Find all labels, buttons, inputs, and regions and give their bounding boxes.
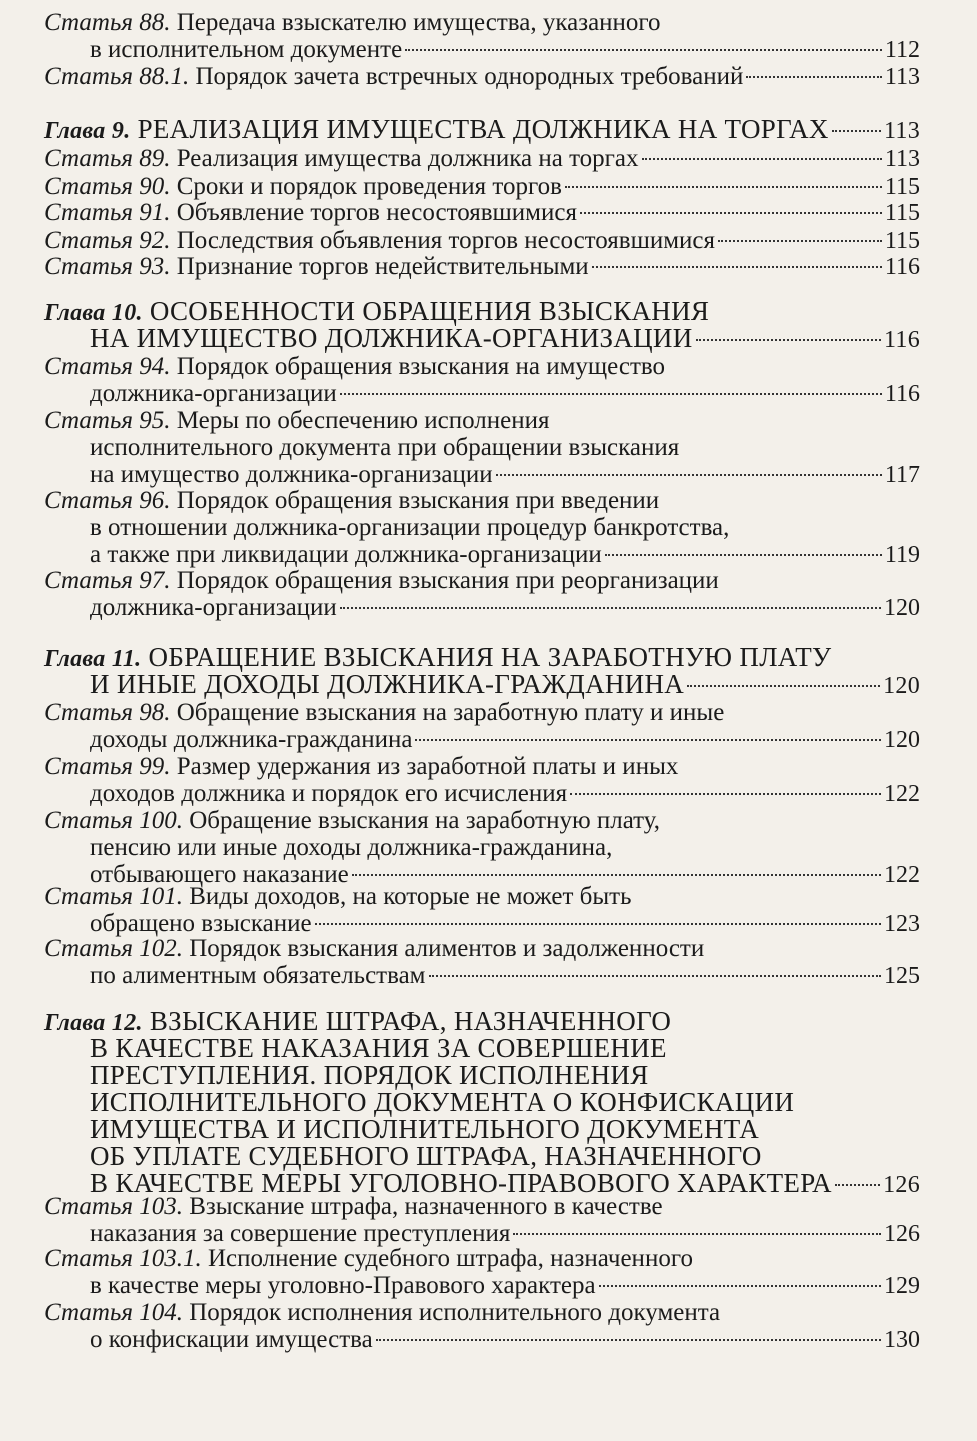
article-title: а также при ликвидации должника-организации bbox=[90, 541, 602, 568]
page-number: 117 bbox=[884, 462, 920, 488]
dot-leader bbox=[835, 1184, 880, 1186]
toc-chapter-entry-line bbox=[90, 669, 920, 701]
dot-leader bbox=[565, 186, 882, 188]
article-title: в исполнительном документе bbox=[90, 36, 403, 63]
dot-leader bbox=[592, 266, 882, 268]
page-number: 119 bbox=[884, 542, 920, 568]
toc-article-entry-line bbox=[44, 752, 920, 782]
page-number: 122 bbox=[884, 781, 920, 807]
chapter-title: РЕАЛИЗАЦИЯ ИМУЩЕСТВА ДОЛЖНИКА НА ТОРГАХ bbox=[137, 114, 829, 144]
toc-article-entry-line bbox=[90, 593, 920, 623]
page-number: 120 bbox=[884, 595, 920, 621]
dot-leader bbox=[415, 739, 881, 741]
page-number: 116 bbox=[883, 327, 920, 353]
article-title: наказания за совершение преступления bbox=[90, 1220, 511, 1247]
chapter-number: Глава 9. bbox=[44, 118, 131, 144]
dot-leader bbox=[376, 1339, 881, 1341]
article-number: Статья 96. bbox=[44, 487, 171, 514]
article-number: Статья 94. bbox=[44, 353, 171, 380]
toc-chapter-entry-line bbox=[90, 1087, 920, 1117]
dot-leader bbox=[746, 76, 882, 78]
toc-article-entry-line bbox=[44, 1244, 920, 1274]
article-number: Статья 103.1. bbox=[44, 1245, 202, 1272]
article-number: Статья 102. bbox=[44, 935, 183, 962]
dot-leader bbox=[696, 339, 881, 341]
page-number: 120 bbox=[883, 673, 920, 699]
chapter-title: ОБ УПЛАТЕ СУДЕБНОГО ШТРАФА, НАЗНАЧЕННОГО bbox=[90, 1141, 762, 1171]
toc-article-entry-line bbox=[44, 1298, 920, 1328]
article-number: Статья 98. bbox=[44, 699, 171, 726]
chapter-title: ИСПОЛНИТЕЛЬНОГО ДОКУМЕНТА О КОНФИСКАЦИИ bbox=[90, 1087, 795, 1117]
page-number: 112 bbox=[884, 37, 920, 63]
article-title: доходов должника и порядок его исчисления bbox=[90, 780, 568, 807]
page-number: 126 bbox=[884, 1221, 920, 1247]
dot-leader bbox=[405, 49, 882, 51]
page-number: 113 bbox=[884, 64, 920, 90]
page-number: 113 bbox=[883, 118, 920, 144]
dot-leader bbox=[832, 130, 881, 132]
page-number: 125 bbox=[884, 963, 920, 989]
article-number: Статья 89. bbox=[44, 145, 171, 172]
article-title: Порядок обращения взыскания при введении bbox=[176, 487, 660, 514]
toc-chapter-entry-line bbox=[90, 1060, 920, 1090]
chapter-title: В КАЧЕСТВЕ НАКАЗАНИЯ ЗА СОВЕРШЕНИЕ bbox=[90, 1033, 667, 1063]
article-title: Обращение взыскания на заработную плату, bbox=[189, 807, 661, 834]
dot-leader bbox=[429, 975, 882, 977]
article-title: должника-организации bbox=[90, 380, 337, 407]
toc-article-entry-line bbox=[90, 779, 920, 809]
toc-article-entry-line bbox=[90, 433, 920, 463]
toc-article-entry-line bbox=[44, 806, 920, 836]
article-number: Статья 92. bbox=[44, 227, 171, 254]
toc-article-entry-line bbox=[90, 1271, 920, 1301]
article-number: Статья 99. bbox=[44, 753, 171, 780]
dot-leader bbox=[570, 793, 881, 795]
toc-article-entry-line bbox=[44, 406, 920, 436]
chapter-title: ОСОБЕННОСТИ ОБРАЩЕНИЯ ВЗЫСКАНИЯ bbox=[149, 296, 710, 326]
article-title: Взыскание штрафа, назначенного в качестве bbox=[189, 1193, 663, 1220]
page-number: 115 bbox=[884, 174, 920, 200]
page-number: 113 bbox=[884, 146, 920, 172]
article-number: Статья 95. bbox=[44, 407, 171, 434]
toc-article-entry-line bbox=[90, 833, 920, 863]
toc-article-entry-line bbox=[44, 566, 920, 596]
article-title: по алиментным обязательствам bbox=[90, 962, 426, 989]
page-number: 115 bbox=[884, 228, 920, 254]
article-title: Порядок обращения взыскания при реорганизации bbox=[176, 567, 719, 594]
article-number: Статья 91. bbox=[44, 199, 171, 226]
dot-leader bbox=[687, 685, 880, 687]
toc-article-entry-line bbox=[44, 698, 920, 728]
toc-chapter-entry-line bbox=[44, 114, 920, 146]
page-number: 116 bbox=[884, 254, 920, 280]
toc-article-entry-line bbox=[90, 513, 920, 543]
toc-article-entry-line bbox=[44, 486, 920, 516]
article-title: отбывающего наказание bbox=[90, 861, 349, 888]
article-title: доходы должника-гражданина bbox=[90, 726, 413, 753]
article-number: Статья 90. bbox=[44, 173, 171, 200]
dot-leader bbox=[315, 923, 881, 925]
page-number: 129 bbox=[884, 1273, 920, 1299]
dot-leader bbox=[496, 474, 882, 476]
toc-article-entry-line bbox=[44, 934, 920, 964]
chapter-title: В КАЧЕСТВЕ МЕРЫ УГОЛОВНО-ПРАВОВОГО ХАРАКТЕРА bbox=[90, 1168, 832, 1198]
dot-leader bbox=[599, 1285, 881, 1287]
toc-article-entry-line bbox=[44, 352, 920, 382]
chapter-number: Глава 11. bbox=[44, 646, 142, 672]
dot-leader bbox=[340, 607, 881, 609]
page-number: 120 bbox=[884, 727, 920, 753]
article-number: Статья 93. bbox=[44, 253, 171, 280]
toc-article-entry-line bbox=[90, 379, 920, 409]
chapter-title: НА ИМУЩЕСТВО ДОЛЖНИКА-ОРГАНИЗАЦИИ bbox=[90, 323, 693, 353]
page-number: 123 bbox=[884, 911, 920, 937]
toc-chapter-entry-line bbox=[90, 323, 920, 355]
page-number: 116 bbox=[884, 381, 920, 407]
toc-article-entry-line bbox=[90, 961, 920, 991]
page-number: 115 bbox=[884, 200, 920, 226]
toc-article-entry-line bbox=[44, 144, 920, 174]
toc-article-entry-line bbox=[44, 62, 920, 92]
dot-leader bbox=[340, 393, 882, 395]
article-title: Меры по обеспечению исполнения bbox=[176, 407, 550, 434]
article-title: Виды доходов, на которые не может быть bbox=[189, 883, 632, 910]
dot-leader bbox=[605, 554, 882, 556]
dot-leader bbox=[513, 1233, 881, 1235]
article-title: Исполнение судебного штрафа, назначенного bbox=[207, 1245, 693, 1272]
article-number: Статья 101. bbox=[44, 883, 183, 910]
chapter-number: Глава 12. bbox=[44, 1010, 143, 1036]
toc-article-entry-line bbox=[44, 252, 920, 282]
article-title: Порядок обращения взыскания на имущество bbox=[176, 353, 666, 380]
article-title: Порядок взыскания алиментов и задолженности bbox=[189, 935, 705, 962]
chapter-title: ОБРАЩЕНИЕ ВЗЫСКАНИЯ НА ЗАРАБОТНУЮ ПЛАТУ bbox=[148, 642, 832, 672]
article-title: в отношении должника-организации процедур банкротства, bbox=[90, 514, 730, 541]
toc-chapter-entry-line bbox=[90, 1033, 920, 1063]
toc-article-entry-line bbox=[90, 1325, 920, 1355]
article-title: на имущество должника-организации bbox=[90, 461, 493, 488]
article-title: Объявление торгов несостоявшимися bbox=[176, 199, 577, 226]
article-number: Статья 88.1. bbox=[44, 63, 190, 90]
dot-leader bbox=[642, 158, 882, 160]
dot-leader bbox=[718, 240, 882, 242]
article-title: Обращение взыскания на заработную плату и иные bbox=[176, 699, 725, 726]
article-title: Размер удержания из заработной платы и иных bbox=[176, 753, 679, 780]
toc-chapter-entry-line bbox=[90, 1114, 920, 1144]
toc-article-entry-line bbox=[44, 8, 920, 38]
article-title: Признание торгов недействительными bbox=[176, 253, 589, 280]
article-title: пенсию или иные доходы должника-гражданина, bbox=[90, 834, 613, 861]
article-title: Реализация имущества должника на торгах bbox=[176, 145, 639, 172]
article-title: Последствия объявления торгов несостоявшимися bbox=[176, 227, 716, 254]
article-number: Статья 97. bbox=[44, 567, 171, 594]
toc-article-entry-line bbox=[90, 35, 920, 65]
article-title: в качестве меры уголовно-Правового характера bbox=[90, 1272, 596, 1299]
dot-leader bbox=[352, 874, 881, 876]
article-number: Статья 100. bbox=[44, 807, 183, 834]
article-title: Порядок исполнения исполнительного документа bbox=[189, 1299, 721, 1326]
article-title: исполнительного документа при обращении взыскания bbox=[90, 434, 680, 461]
toc-chapter-entry-line bbox=[90, 1141, 920, 1171]
page-number: 122 bbox=[884, 862, 920, 888]
toc-article-entry-line bbox=[90, 725, 920, 755]
page-number: 126 bbox=[883, 1172, 920, 1198]
article-title: Передача взыскателю имущества, указанного bbox=[176, 9, 661, 36]
chapter-title: ВЗЫСКАНИЕ ШТРАФА, НАЗНАЧЕННОГО bbox=[149, 1006, 672, 1036]
article-title: Сроки и порядок проведения торгов bbox=[176, 173, 562, 200]
chapter-number: Глава 10. bbox=[44, 300, 143, 326]
article-title: должника-организации bbox=[90, 594, 337, 621]
article-number: Статья 104. bbox=[44, 1299, 183, 1326]
article-title: о конфискации имущества bbox=[90, 1326, 373, 1353]
chapter-title: ПРЕСТУПЛЕНИЯ. ПОРЯДОК ИСПОЛНЕНИЯ bbox=[90, 1060, 649, 1090]
chapter-title: И ИНЫЕ ДОХОДЫ ДОЛЖНИКА-ГРАЖДАНИНА bbox=[90, 669, 685, 699]
article-title: Порядок зачета встречных однородных требований bbox=[195, 63, 744, 90]
toc-article-entry-line bbox=[44, 198, 920, 228]
toc-article-entry-line bbox=[44, 882, 920, 912]
article-number: Статья 103. bbox=[44, 1193, 183, 1220]
article-title: обращено взыскание bbox=[90, 910, 312, 937]
dot-leader bbox=[580, 212, 882, 214]
toc-article-entry-line bbox=[44, 1192, 920, 1222]
article-number: Статья 88. bbox=[44, 9, 171, 36]
chapter-title: ИМУЩЕСТВА И ИСПОЛНИТЕЛЬНОГО ДОКУМЕНТА bbox=[90, 1114, 760, 1144]
page-number: 130 bbox=[884, 1327, 920, 1353]
